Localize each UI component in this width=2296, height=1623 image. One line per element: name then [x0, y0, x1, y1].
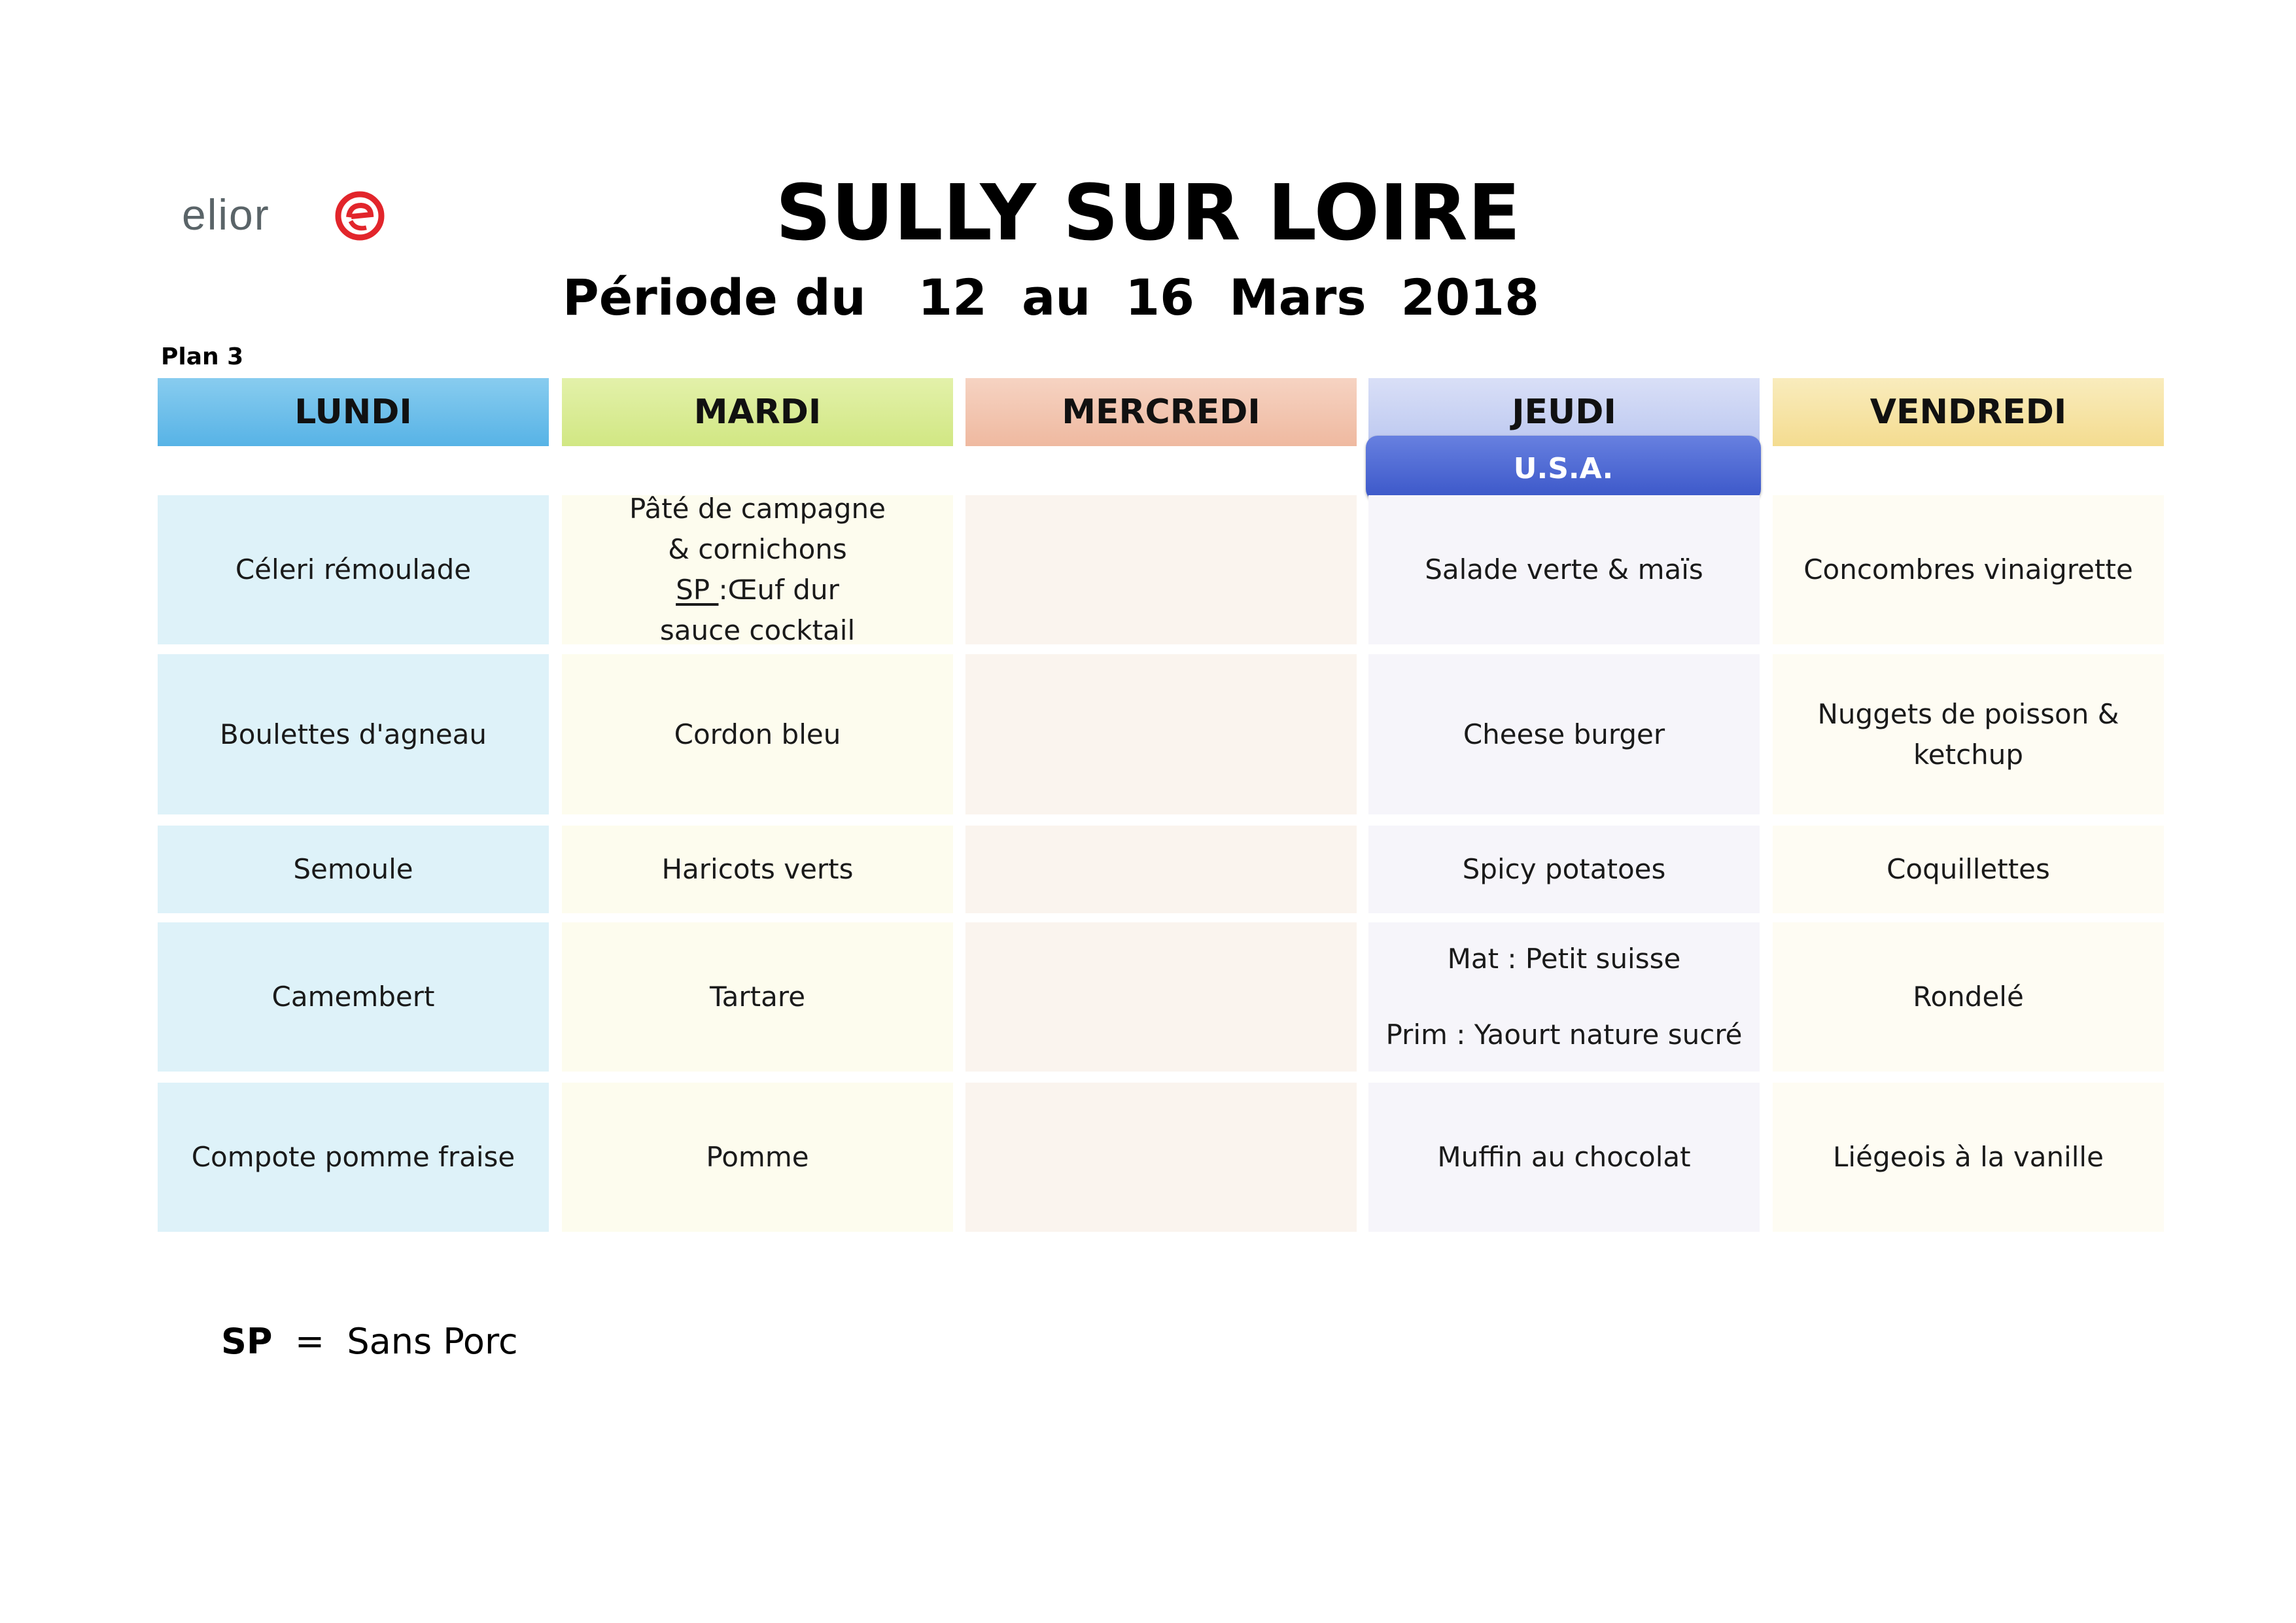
menu-cell-mercredi-main	[965, 654, 1357, 814]
menu-cell-jeudi-dairy	[1368, 922, 1760, 1072]
dish-text: Céleri rémoulade	[235, 553, 472, 585]
menu-cell-lundi-main	[158, 654, 549, 814]
dish-text: Nuggets de poisson &	[1817, 697, 2119, 730]
day-header-mardi: MARDI	[562, 378, 953, 446]
dish-text: Prim : Yaourt nature sucré	[1385, 1019, 1743, 1051]
dish-text: Boulettes d'agneau	[219, 718, 487, 750]
menu-cell-lundi-starter	[158, 495, 549, 644]
dish-text: Liégeois à la vanille	[1833, 1141, 2104, 1173]
dish-text: Salade verte & maïs	[1425, 553, 1703, 585]
menu-cell-mardi-main	[562, 654, 953, 814]
menu-cell-vendredi-side	[1773, 826, 2164, 913]
theme-badge-usa: U.S.A.	[1366, 436, 1761, 501]
dish-text: Cordon bleu	[674, 718, 841, 750]
sp-abbreviation: SP	[676, 574, 719, 606]
menu-cell-vendredi-cheese	[1773, 922, 2164, 1072]
menu-cell-mardi-side	[562, 826, 953, 913]
dish-text: Pomme	[706, 1141, 809, 1173]
menu-cell-jeudi-side	[1368, 826, 1760, 913]
dish-text: Haricots verts	[661, 853, 854, 885]
dish-text: :Œuf dur	[718, 574, 839, 606]
dish-text: Muffin au chocolat	[1437, 1141, 1691, 1173]
dish-text: Spicy potatoes	[1462, 853, 1666, 885]
dish-text: Pâté de campagne	[629, 493, 886, 525]
dish-text: Cheese burger	[1463, 718, 1665, 750]
menu-cell-mardi-starter	[562, 495, 953, 644]
menu-cell-vendredi-main	[1773, 654, 2164, 814]
menu-cell-mardi-cheese	[562, 922, 953, 1072]
footnote-meaning: = Sans Porc	[294, 1321, 518, 1362]
menu-cell-mercredi-side	[965, 826, 1357, 913]
dish-text: Tartare	[709, 981, 806, 1013]
dish-text: Rondelé	[1913, 981, 2024, 1013]
day-header-vendredi: VENDREDI	[1773, 378, 2164, 446]
dish-text: Semoule	[293, 853, 413, 885]
menu-cell-mercredi-cheese	[965, 922, 1357, 1072]
menu-cell-lundi-cheese	[158, 922, 549, 1072]
menu-cell-jeudi-starter	[1368, 495, 1760, 644]
dish-text: Coquillettes	[1887, 853, 2050, 885]
day-header-lundi: LUNDI	[158, 378, 549, 446]
logo-wordmark: elior	[182, 190, 270, 239]
menu-cell-jeudi-dessert	[1368, 1083, 1760, 1232]
menu-cell-mercredi-starter	[965, 495, 1357, 644]
dish-text: Compote pomme fraise	[191, 1141, 515, 1173]
menu-cell-mercredi-dessert	[965, 1083, 1357, 1232]
menu-cell-lundi-side	[158, 826, 549, 913]
dish-text: Mat : Petit suisse	[1447, 943, 1681, 975]
sp-line	[676, 570, 839, 610]
dish-text: Concombres vinaigrette	[1803, 553, 2133, 585]
menu-cell-vendredi-dessert	[1773, 1083, 2164, 1232]
dish-text: & cornichons	[668, 533, 847, 565]
page-title: SULLY SUR LOIRE	[775, 167, 1521, 258]
menu-cell-jeudi-main	[1368, 654, 1760, 814]
dish-text: Camembert	[271, 981, 435, 1013]
dish-text: sauce cocktail	[659, 614, 856, 646]
footnote-abbreviation: SP	[221, 1321, 273, 1362]
menu-cell-vendredi-starter	[1773, 495, 2164, 644]
day-header-mercredi: MERCREDI	[965, 378, 1357, 446]
plan-label: Plan 3	[161, 343, 244, 370]
dish-text: ketchup	[1913, 738, 2024, 771]
footnote-legend	[221, 1319, 518, 1365]
period-subtitle: Période du 12 au 16 Mars 2018	[563, 268, 1540, 326]
day-header-jeudi: JEUDI	[1368, 378, 1760, 446]
menu-cell-mardi-dessert	[562, 1083, 953, 1232]
menu-cell-lundi-dessert	[158, 1083, 549, 1232]
